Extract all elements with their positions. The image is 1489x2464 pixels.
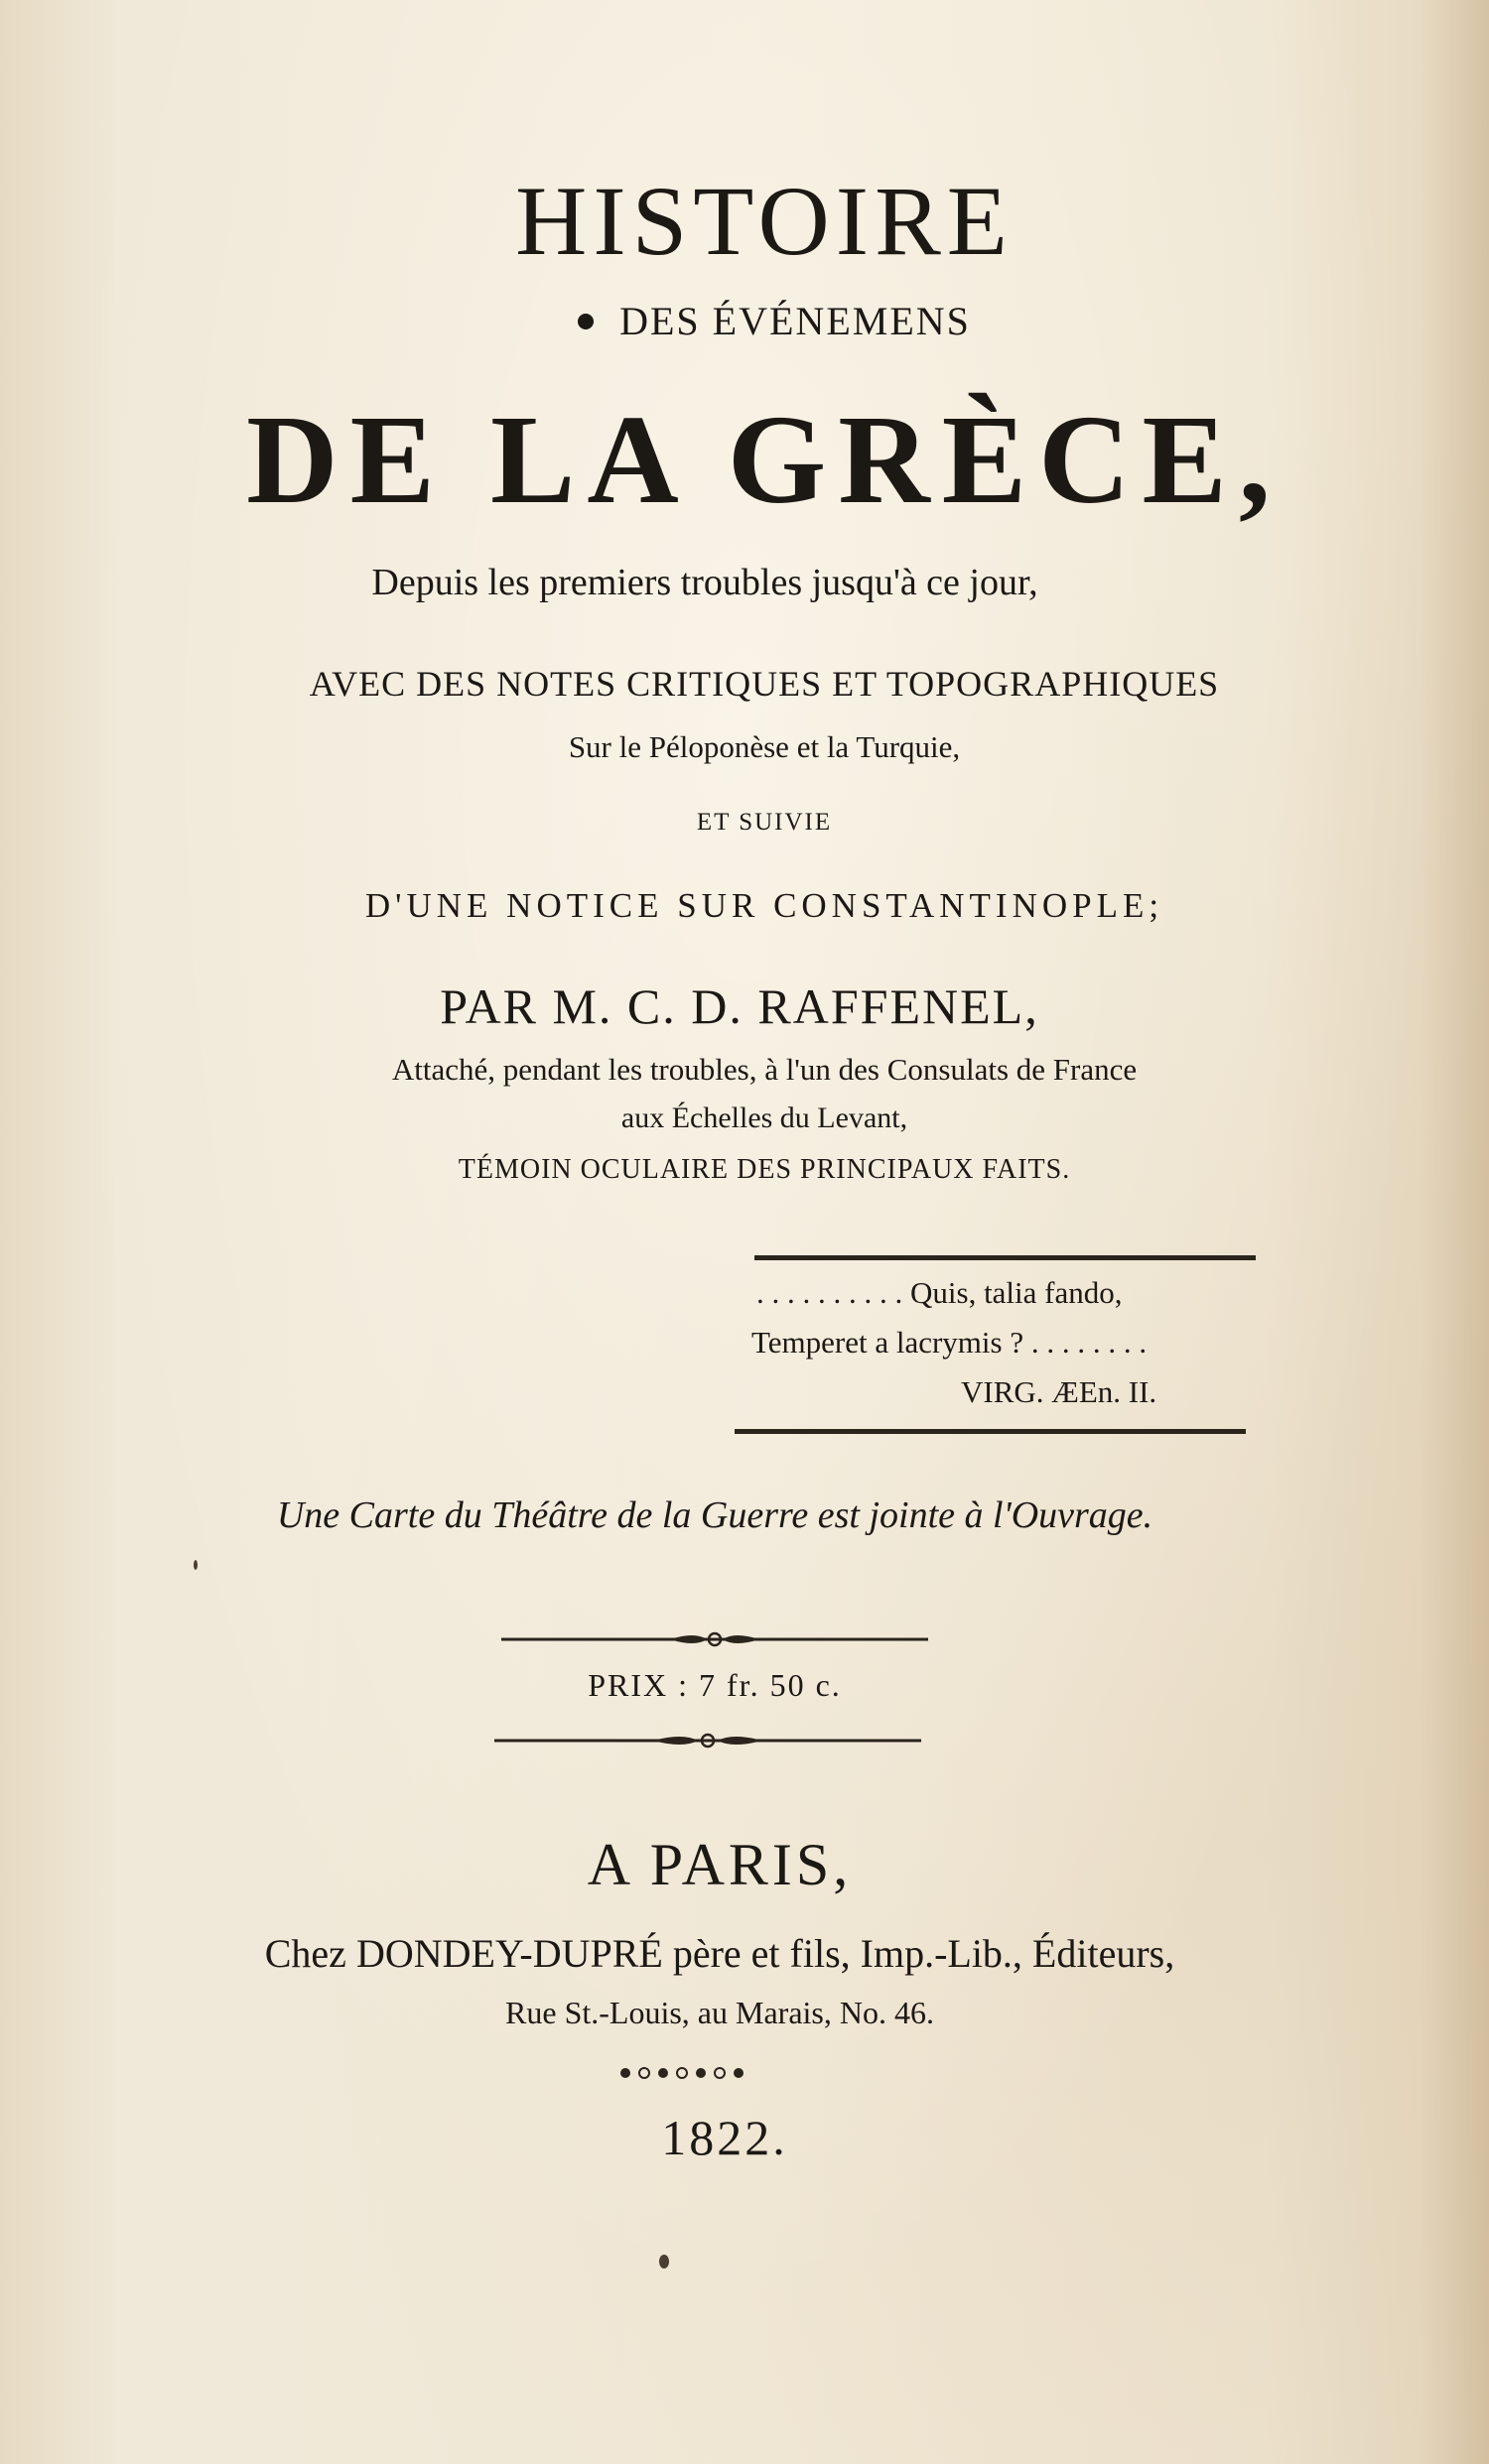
imprint-address: Rue St.-Louis, au Marais, No. 46.: [505, 1995, 934, 2030]
title-grece: DE LA GRÈCE,: [246, 389, 1283, 530]
ink-speck: [659, 2255, 669, 2269]
ink-speck: [194, 1560, 198, 1570]
subtitle-region: Sur le Péloponèse et la Turquie,: [568, 729, 961, 764]
price: PRIX : 7 fr. 50 c.: [588, 1667, 842, 1703]
subtitle-notes: AVEC DES NOTES CRITIQUES ET TOPOGRAPHIQUES: [309, 664, 1220, 704]
subtitle-notice: D'UNE NOTICE SUR CONSTANTINOPLE;: [364, 886, 1164, 925]
epigraph-attribution: VIRG. ÆEn. II.: [961, 1374, 1157, 1409]
title-histoire: HISTOIRE: [515, 166, 1014, 276]
title-events: DES ÉVÉNEMENS: [619, 299, 971, 343]
subtitle-period: Depuis les premiers troubles jusqu'à ce jour,: [371, 562, 1038, 603]
author-role-line-3: TÉMOIN OCULAIRE DES PRINCIPAUX FAITS.: [458, 1154, 1071, 1185]
imprint-publisher: Chez DONDEY-DUPRÉ père et fils, Imp.-Lib., Éditeurs,: [264, 1931, 1175, 1976]
author-role-line-2: aux Échelles du Levant,: [620, 1102, 908, 1134]
epigraph-line-1: . . . . . . . . . . Quis, talia fando,: [756, 1275, 1123, 1310]
title-events-line: [30, 298, 1489, 344]
map-note: Une Carte du Théâtre de la Guerre est jointe à l'Ouvrage.: [276, 1494, 1153, 1536]
epigraph-bottom-rule: [735, 1429, 1246, 1434]
ornament-rule-bottom-icon: [494, 1729, 921, 1752]
imprint-place: A PARIS,: [587, 1832, 853, 1897]
subtitle-suivie: ET SUIVIE: [696, 809, 833, 836]
small-ornament-icon: [617, 2065, 746, 2081]
bullet-icon: [578, 314, 594, 329]
ornament-rule-top-icon: [501, 1627, 928, 1651]
author-role-line-1: Attaché, pendant les troubles, à l'un des Consulats de France: [391, 1052, 1138, 1087]
imprint-year: 1822.: [661, 2110, 788, 2165]
epigraph-top-rule: [754, 1255, 1256, 1260]
page-edge-shadow: [1420, 0, 1489, 2464]
author-name: PAR M. C. D. RAFFENEL,: [440, 978, 1039, 1034]
epigraph-line-2: Temperet a lacrymis ? . . . . . . . .: [751, 1325, 1148, 1360]
